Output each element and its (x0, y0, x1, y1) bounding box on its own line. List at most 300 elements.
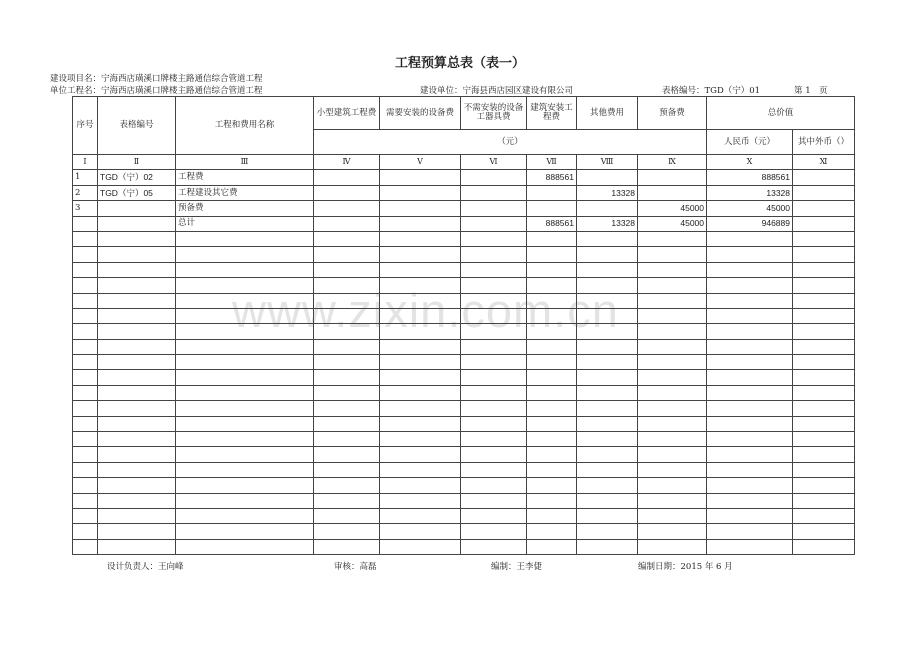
table-cell (793, 462, 855, 477)
budget-table (72, 96, 855, 555)
table-cell (577, 447, 638, 462)
table-cell (638, 324, 707, 339)
table-cell (577, 278, 638, 293)
table-cell (461, 293, 527, 308)
table-cell (314, 262, 380, 277)
table-row (73, 401, 855, 416)
table-row (73, 247, 855, 262)
table-cell: 预备费 (176, 201, 314, 216)
table-cell (461, 201, 527, 216)
table-cell: 45000 (638, 216, 707, 231)
table-cell (461, 401, 527, 416)
table-cell (527, 539, 577, 554)
table-cell (638, 432, 707, 447)
header-seq: 序号 (73, 97, 98, 155)
header-item-name: 工程和费用名称 (176, 97, 314, 155)
table-cell (638, 247, 707, 262)
table-cell (380, 308, 461, 323)
table-cell (73, 493, 98, 508)
table-cell (314, 185, 380, 200)
table-cell (98, 231, 176, 246)
table-cell (461, 432, 527, 447)
project-name: 建设项目名：宁海西店璜溪口牌楼主路通信综合管道工程 (50, 74, 263, 84)
table-cell (73, 355, 98, 370)
table-cell (73, 478, 98, 493)
table-cell (527, 324, 577, 339)
table-cell (73, 262, 98, 277)
table-cell: 13328 (577, 185, 638, 200)
table-cell (461, 216, 527, 231)
table-cell (176, 355, 314, 370)
table-cell (461, 247, 527, 262)
table-cell (73, 385, 98, 400)
header-rmb: 人民币（元） (707, 130, 793, 155)
table-cell (577, 339, 638, 354)
table-cell (73, 339, 98, 354)
table-cell (176, 370, 314, 385)
table-row (73, 524, 855, 539)
table-cell (638, 370, 707, 385)
table-cell (577, 539, 638, 554)
header-building-install: 建筑安装工程费 (527, 97, 577, 130)
table-cell (73, 324, 98, 339)
table-cell (577, 416, 638, 431)
table-cell (527, 478, 577, 493)
table-cell (380, 355, 461, 370)
table-cell (461, 462, 527, 477)
table-cell (314, 493, 380, 508)
table-row (73, 293, 855, 308)
table-cell (176, 278, 314, 293)
table-cell (314, 201, 380, 216)
table-cell (707, 524, 793, 539)
table-cell (73, 370, 98, 385)
table-cell (527, 201, 577, 216)
table-cell: 888561 (527, 170, 577, 185)
table-cell (793, 478, 855, 493)
table-cell (638, 170, 707, 185)
table-cell (73, 416, 98, 431)
table-cell (638, 231, 707, 246)
table-cell (638, 493, 707, 508)
table-cell (638, 278, 707, 293)
table-cell (638, 293, 707, 308)
table-cell (793, 170, 855, 185)
table-cell (793, 370, 855, 385)
table-cell (461, 185, 527, 200)
table-cell (527, 185, 577, 200)
table-cell: 45000 (638, 201, 707, 216)
table-cell (793, 308, 855, 323)
table-cell (527, 339, 577, 354)
table-cell (461, 170, 527, 185)
table-cell: 工程费 (176, 170, 314, 185)
table-cell: 1 (73, 170, 98, 185)
table-cell (314, 462, 380, 477)
table-cell (98, 262, 176, 277)
table-cell (176, 432, 314, 447)
table-cell (176, 293, 314, 308)
table-cell (577, 493, 638, 508)
table-cell (577, 293, 638, 308)
table-cell (527, 247, 577, 262)
table-cell: 3 (73, 201, 98, 216)
table-cell (176, 478, 314, 493)
table-cell (707, 339, 793, 354)
table-cell (793, 278, 855, 293)
table-cell (638, 416, 707, 431)
table-cell (176, 493, 314, 508)
table-cell (98, 401, 176, 416)
table-cell (793, 416, 855, 431)
table-cell (707, 370, 793, 385)
table-cell (707, 324, 793, 339)
table-cell (638, 401, 707, 416)
table-cell (638, 524, 707, 539)
table-cell (380, 478, 461, 493)
table-cell (380, 185, 461, 200)
table-cell (527, 278, 577, 293)
table-cell (577, 385, 638, 400)
header-reserve: 预备费 (638, 97, 707, 130)
roman-cell: Ⅸ (638, 155, 707, 170)
table-cell (176, 324, 314, 339)
table-cell: 13328 (577, 216, 638, 231)
table-row (73, 231, 855, 246)
table-cell (577, 478, 638, 493)
table-cell (527, 524, 577, 539)
table-cell (577, 324, 638, 339)
table-cell (461, 493, 527, 508)
table-cell (461, 539, 527, 554)
table-cell (176, 339, 314, 354)
table-cell (98, 370, 176, 385)
table-cell (380, 401, 461, 416)
table-cell (98, 508, 176, 523)
table-cell: 45000 (707, 201, 793, 216)
table-cell (98, 416, 176, 431)
table-row (73, 508, 855, 523)
table-cell (527, 462, 577, 477)
table-cell (793, 524, 855, 539)
table-cell (461, 508, 527, 523)
table-cell (380, 416, 461, 431)
table-cell (380, 278, 461, 293)
table-cell (380, 447, 461, 462)
table-cell (793, 185, 855, 200)
table-cell (707, 508, 793, 523)
table-cell: 888561 (707, 170, 793, 185)
header-install-equipment: 需要安装的设备费 (380, 97, 461, 130)
table-cell (73, 508, 98, 523)
table-cell (380, 493, 461, 508)
table-cell (793, 247, 855, 262)
table-cell (314, 478, 380, 493)
header-total-value: 总价值 (707, 97, 855, 130)
table-cell (176, 508, 314, 523)
table-cell (73, 462, 98, 477)
table-row (73, 447, 855, 462)
table-cell (577, 308, 638, 323)
table-cell (314, 247, 380, 262)
table-cell (73, 524, 98, 539)
header-form-no: 表格编号 (98, 97, 176, 155)
table-cell (707, 247, 793, 262)
table-row (73, 308, 855, 323)
table-cell (527, 447, 577, 462)
table-cell (380, 170, 461, 185)
table-cell (176, 385, 314, 400)
table-row (73, 355, 855, 370)
table-cell (707, 416, 793, 431)
table-cell (380, 324, 461, 339)
roman-cell: Ⅰ (73, 155, 98, 170)
table-cell (380, 539, 461, 554)
table-cell (380, 462, 461, 477)
table-cell (707, 539, 793, 554)
table-cell (577, 247, 638, 262)
table-cell (380, 370, 461, 385)
table-cell (98, 201, 176, 216)
table-cell (527, 493, 577, 508)
table-cell (176, 231, 314, 246)
table-cell (98, 293, 176, 308)
table-cell (793, 355, 855, 370)
table-cell (793, 447, 855, 462)
table-cell (793, 339, 855, 354)
table-cell (527, 370, 577, 385)
table-cell (527, 416, 577, 431)
table-cell (793, 293, 855, 308)
table-cell (314, 370, 380, 385)
table-cell (73, 216, 98, 231)
roman-cell: Ⅶ (527, 155, 577, 170)
builder-name: 建设单位：宁海县西店园区建设有限公司 (420, 86, 574, 96)
table-cell (176, 262, 314, 277)
table-cell (577, 170, 638, 185)
footer-date: 编制日期：2015 年 6 月 (638, 562, 733, 572)
table-cell (176, 524, 314, 539)
table-cell (461, 478, 527, 493)
roman-cell: Ⅹ (707, 155, 793, 170)
table-cell (98, 247, 176, 262)
table-cell (707, 355, 793, 370)
table-cell (461, 262, 527, 277)
table-row (73, 493, 855, 508)
table-cell (793, 262, 855, 277)
table-cell (73, 539, 98, 554)
roman-cell: Ⅲ (176, 155, 314, 170)
roman-cell: Ⅴ (380, 155, 461, 170)
table-cell (314, 401, 380, 416)
header-row-1 (73, 97, 855, 130)
table-cell (314, 324, 380, 339)
table-cell: 2 (73, 185, 98, 200)
table-cell (577, 508, 638, 523)
footer-reviewer: 审核：高磊 (334, 562, 377, 572)
table-cell (314, 231, 380, 246)
table-cell (380, 231, 461, 246)
table-cell (98, 432, 176, 447)
table-cell (461, 447, 527, 462)
roman-cell: Ⅳ (314, 155, 380, 170)
table-cell (707, 432, 793, 447)
table-cell (98, 308, 176, 323)
table-cell (527, 308, 577, 323)
table-cell (793, 324, 855, 339)
table-row (73, 385, 855, 400)
table-cell (461, 231, 527, 246)
table-cell (176, 447, 314, 462)
table-row (73, 539, 855, 554)
table-cell (380, 262, 461, 277)
roman-row (73, 155, 855, 170)
table-cell (98, 539, 176, 554)
table-cell (793, 508, 855, 523)
table-cell (577, 355, 638, 370)
table-cell (461, 355, 527, 370)
table-cell (707, 462, 793, 477)
table-cell: 888561 (527, 216, 577, 231)
table-cell (577, 462, 638, 477)
table-cell (98, 324, 176, 339)
table-cell (461, 308, 527, 323)
table-cell (380, 293, 461, 308)
roman-cell: Ⅷ (577, 155, 638, 170)
table-cell (73, 293, 98, 308)
table-cell: TGD（宁）02 (98, 170, 176, 185)
watermark: www.zixin.com.cn (232, 284, 619, 337)
header-unit: （元） (314, 130, 707, 155)
table-cell (176, 247, 314, 262)
table-cell (380, 339, 461, 354)
table-cell (380, 508, 461, 523)
table-cell (577, 370, 638, 385)
table-cell (461, 278, 527, 293)
table-cell (707, 278, 793, 293)
table-cell (314, 524, 380, 539)
roman-cell: Ⅺ (793, 155, 855, 170)
table-cell (314, 385, 380, 400)
table-cell (577, 524, 638, 539)
table-cell (638, 478, 707, 493)
table-cell (793, 216, 855, 231)
table-row (73, 478, 855, 493)
table-cell (707, 308, 793, 323)
table-cell (707, 385, 793, 400)
table-cell (793, 432, 855, 447)
header-other-fees: 其他费用 (577, 97, 638, 130)
table-cell (98, 447, 176, 462)
table-cell (98, 478, 176, 493)
table-cell (707, 478, 793, 493)
table-cell (638, 462, 707, 477)
table-cell (314, 508, 380, 523)
table-row (73, 170, 855, 185)
table-cell (380, 524, 461, 539)
table-cell (793, 539, 855, 554)
table-cell (527, 262, 577, 277)
table-cell (98, 385, 176, 400)
table-cell (176, 308, 314, 323)
table-cell (577, 401, 638, 416)
table-cell (461, 339, 527, 354)
table-cell (707, 231, 793, 246)
table-cell (638, 539, 707, 554)
roman-cell: Ⅵ (461, 155, 527, 170)
table-cell: 总计 (176, 216, 314, 231)
table-cell (793, 201, 855, 216)
table-cell (380, 201, 461, 216)
table-cell (461, 385, 527, 400)
table-row (73, 462, 855, 477)
table-cell (793, 401, 855, 416)
table-cell (793, 493, 855, 508)
table-row (73, 262, 855, 277)
table-row (73, 370, 855, 385)
table-cell (527, 293, 577, 308)
table-cell (707, 447, 793, 462)
unit-project-name: 单位工程名：宁海西店璜溪口牌楼主路通信综合管道工程 (50, 86, 263, 96)
table-cell (314, 216, 380, 231)
table-row (73, 185, 855, 200)
table-cell (314, 170, 380, 185)
table-cell (73, 308, 98, 323)
table-cell (527, 385, 577, 400)
table-cell (793, 385, 855, 400)
table-cell (98, 216, 176, 231)
table-cell: 13328 (707, 185, 793, 200)
table-cell (98, 355, 176, 370)
table-cell (73, 247, 98, 262)
table-cell (461, 370, 527, 385)
table-row (73, 201, 855, 216)
table-cell (98, 278, 176, 293)
table-cell (98, 524, 176, 539)
table-cell (707, 293, 793, 308)
table-cell (638, 447, 707, 462)
table-cell (98, 493, 176, 508)
table-cell (527, 401, 577, 416)
table-cell (793, 231, 855, 246)
table-cell (314, 293, 380, 308)
table-cell (638, 355, 707, 370)
table-cell (314, 308, 380, 323)
table-cell: 946889 (707, 216, 793, 231)
table-cell (314, 432, 380, 447)
table-cell: 工程建设其它费 (176, 185, 314, 200)
table-cell (73, 401, 98, 416)
table-cell (707, 401, 793, 416)
table-row (73, 216, 855, 231)
table-cell (527, 432, 577, 447)
header-noinstall-equipment: 不需安装的设备工器具费 (461, 97, 527, 130)
table-cell (461, 324, 527, 339)
header-foreign: 其中外币（） (793, 130, 855, 155)
table-cell (380, 385, 461, 400)
table-cell (707, 262, 793, 277)
table-cell (638, 339, 707, 354)
table-cell (577, 201, 638, 216)
header-small-building: 小型建筑工程费 (314, 97, 380, 130)
table-cell (314, 339, 380, 354)
table-cell (314, 355, 380, 370)
table-cell (380, 432, 461, 447)
table-cell (176, 539, 314, 554)
footer-compiler: 编制：王李倢 (491, 562, 543, 572)
table-cell (73, 447, 98, 462)
table-cell (461, 416, 527, 431)
